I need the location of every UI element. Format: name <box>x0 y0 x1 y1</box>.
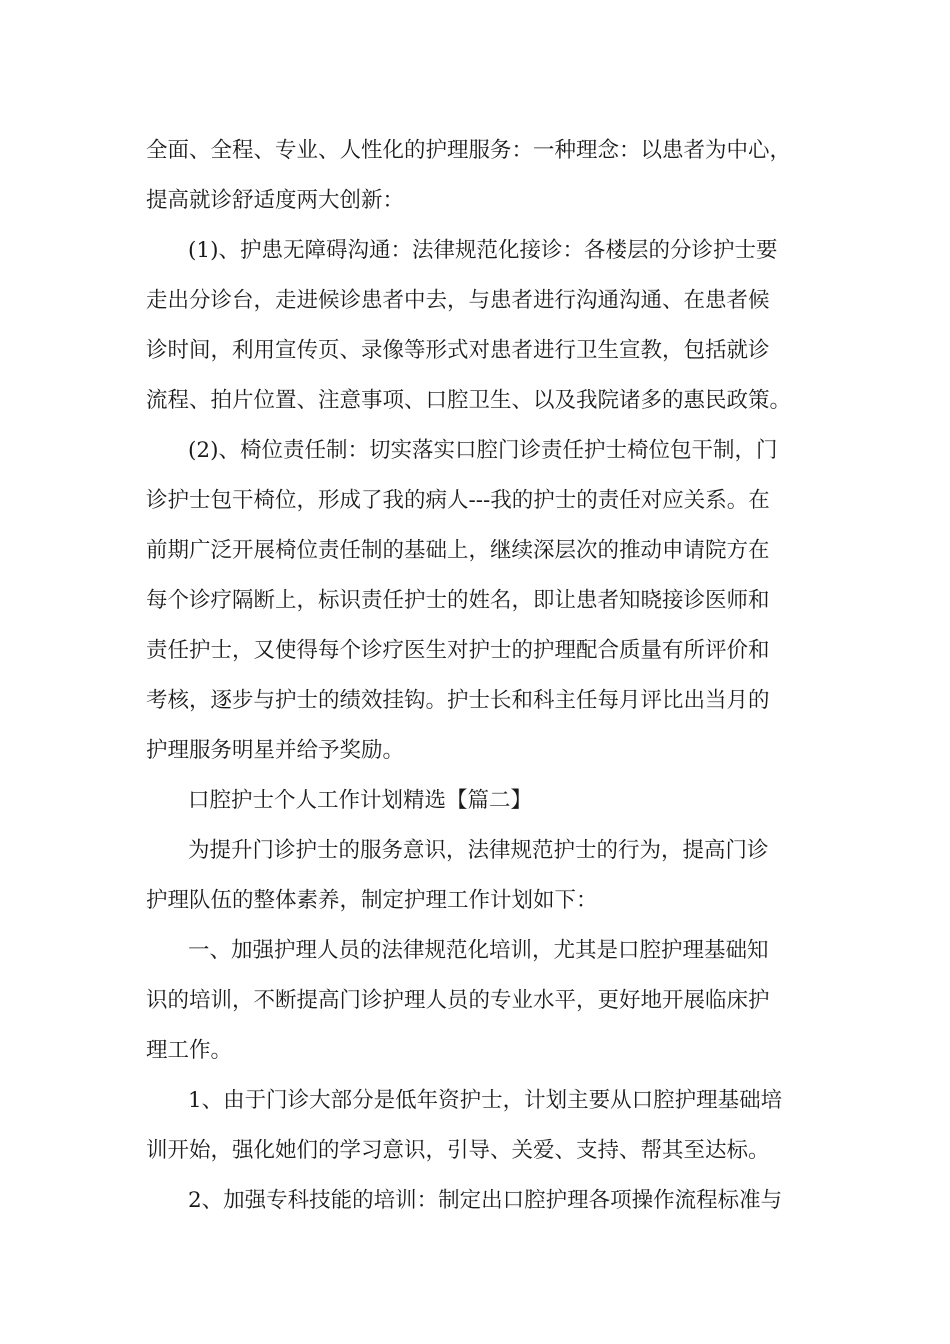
text-line: 诊护士包干椅位，形成了我的病人---我的护士的责任对应关系。在 <box>146 488 770 513</box>
text-line: 提高就诊舒适度两大创新： <box>146 188 405 213</box>
text-line: (2)、椅位责任制：切实落实口腔门诊责任护士椅位包干制，门 <box>188 438 778 463</box>
text-line: 理工作。 <box>146 1038 233 1063</box>
text-line: 前期广泛开展椅位责任制的基础上，继续深层次的推动申请院方在 <box>146 538 770 563</box>
text-line: 考核，逐步与护士的绩效挂钩。护士长和科主任每月评比出当月的 <box>146 688 770 713</box>
text-line: (1)、护患无障碍沟通：法律规范化接诊：各楼层的分诊护士要 <box>188 238 778 263</box>
text-line: 每个诊疗隔断上，标识责任护士的姓名，即让患者知晓接诊医师和 <box>146 588 770 613</box>
text-line: 责任护士，又使得每个诊疗医生对护士的护理配合质量有所评价和 <box>146 638 770 663</box>
text-line: 护理服务明星并给予奖励。 <box>146 738 405 763</box>
text-line: 为提升门诊护士的服务意识，法律规范护士的行为，提高门诊 <box>188 838 769 863</box>
text-line: 全面、全程、专业、人性化的护理服务：一种理念：以患者为中心， <box>146 138 792 163</box>
section-heading: 口腔护士个人工作计划精选【篇二】 <box>188 788 533 813</box>
text-line: 2、加强专科技能的培训：制定出口腔护理各项操作流程标准与 <box>188 1188 783 1213</box>
text-line: 诊时间，利用宣传页、录像等形式对患者进行卫生宣教，包括就诊 <box>146 338 770 363</box>
text-line: 流程、拍片位置、注意事项、口腔卫生、以及我院诸多的惠民政策。 <box>146 388 792 413</box>
text-line: 一、加强护理人员的法律规范化培训，尤其是口腔护理基础知 <box>188 938 769 963</box>
text-line: 训开始，强化她们的学习意识，引导、关爱、支持、帮其至达标。 <box>146 1138 770 1163</box>
text-line: 识的培训，不断提高门诊护理人员的专业水平，更好地开展临床护 <box>146 988 770 1013</box>
text-line: 1、由于门诊大部分是低年资护士，计划主要从口腔护理基础培 <box>188 1088 783 1113</box>
text-line: 走出分诊台，走进候诊患者中去，与患者进行沟通沟通、在患者候 <box>146 288 770 313</box>
text-line: 护理队伍的整体素养，制定护理工作计划如下： <box>146 888 598 913</box>
